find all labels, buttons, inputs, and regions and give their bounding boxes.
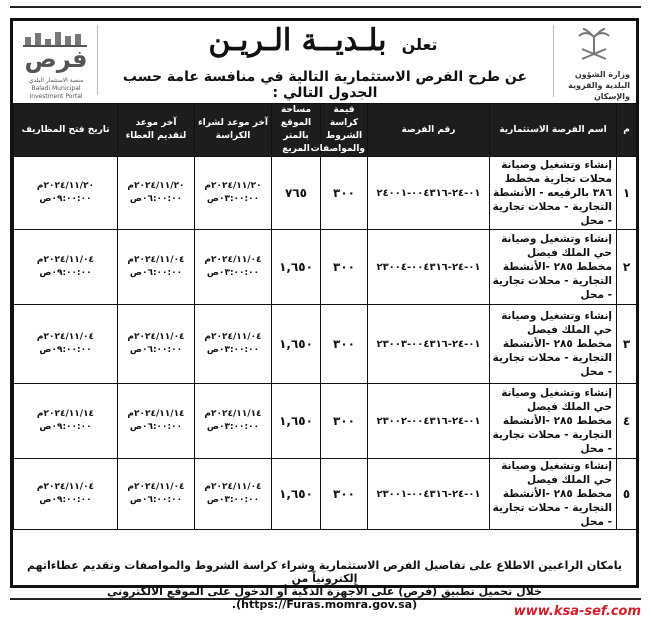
header-num: م [617,104,637,157]
subtitle: عن طرح الفرص الاستثمارية التالية في منافسة عامة حسب الجدول التالي : [122,69,528,101]
ad-header [13,21,636,101]
row-price: ٣٠٠ [321,305,368,384]
row-area: ١,٦٥٠ [272,459,321,530]
row-price: ٣٠٠ [321,459,368,530]
row-ref: ٠١-٢٤-٠٠٤٣١٦-٢٣٠٠٣ [368,305,490,384]
ministry-name: وزارة الشؤون البلدية والقروية والإسكان [568,70,630,101]
row-open: ٢٠٢٤/١١/٢٠م ٠٩:٠٠:٠٠ص [14,157,118,230]
footer-line-1: يامكان الراغبين الاطلاع على تفاصيل الفرص الاستثمارية وشراء كراسة الشروط والمواصفات وتقديم عطاءاتهم إلكترونياً من [26,559,622,585]
website-watermark: www.ksa-sef.com [513,604,641,619]
title-row [103,23,543,63]
palm-emblem-icon [574,27,614,63]
row-num: ٢ [617,230,637,305]
row-area: ١,٦٥٠ [272,305,321,384]
municipality-name: بلـديــة الـريـن [208,23,387,58]
row-buy: ٢٠٢٤/١١/٠٤م ٠٣:٠٠:٠٠ص [195,230,272,305]
bottom-rule [10,598,641,600]
row-name: إنشاء وتشغيل وصيانة حي الملك فيصل مخطط ٢٨٥ -الأنشطة التجارية - محلات تجارية - محل [490,230,617,305]
row-area: ١,٦٥٠ [272,230,321,305]
advertisement-frame [10,18,639,611]
row-submit: ٢٠٢٤/١١/٠٤م ٠٦:٠٠:٠٠ص [118,230,195,305]
row-name: إنشاء وتشغيل وصيانة محلات تجارية مخطط ٣٨٦ بالرفيعه - الأنشطة التجارية - محلات تجارية - محل [490,157,617,230]
furas-logo [17,25,98,100]
table-row [14,305,637,384]
row-open: ٢٠٢٤/١١/١٤م ٠٩:٠٠:٠٠ص [14,384,118,459]
row-open: ٢٠٢٤/١١/٠٤م ٠٩:٠٠:٠٠ص [14,459,118,530]
header-price: قيمة كراسة الشروط والمواصفات [321,104,368,157]
header-open: تاريخ فتح المظاريف [14,104,118,157]
row-submit: ٢٠٢٤/١١/٢٠م ٠٦:٠٠:٠٠ص [118,157,195,230]
row-buy: ٢٠٢٤/١١/١٤م ٠٣:٠٠:٠٠ص [195,384,272,459]
row-price: ٣٠٠ [321,230,368,305]
row-buy: ٢٠٢٤/١١/٠٤م ٠٣:٠٠:٠٠ص [195,459,272,530]
table-row [14,384,637,459]
row-ref: ٠١-٢٤-٠٠٤٣١٦-٢٣٠٠٤ [368,230,490,305]
footer-note [13,559,636,611]
row-price: ٣٠٠ [321,384,368,459]
ministry-logo [553,25,632,101]
row-buy: ٢٠٢٤/١١/٠٤م ٠٣:٠٠:٠٠ص [195,305,272,384]
row-name: إنشاء وتشغيل وصيانة حي الملك فيصل مخطط ٢٨٥ -الأنشطة التجارية - محلات تجارية - محل [490,384,617,459]
header-ref: رقم الفرصة [368,104,490,157]
row-num: ٤ [617,384,637,459]
row-num: ١ [617,157,637,230]
row-name: إنشاء وتشغيل وصيانة حي الملك فيصل مخطط ٢٨٥ -الأنشطة التجارية - محلات تجارية - محل [490,305,617,384]
table-row [14,230,637,305]
row-submit: ٢٠٢٤/١١/٠٤م ٠٦:٠٠:٠٠ص [118,459,195,530]
announce-text: تعلن [401,35,438,54]
table-row [14,157,637,230]
footer-line-2: خلال تحميل تطبيق (فرص) على الأجهزة الذكية أو الدخول على الموقع الالكتروني (https://Furas.momra.gov.sa). [107,585,542,611]
opportunities-table [13,103,637,530]
furas-brand: فرص [24,45,88,73]
row-area: ٧٦٥ [272,157,321,230]
row-submit: ٢٠٢٤/١١/١٤م ٠٦:٠٠:٠٠ص [118,384,195,459]
row-submit: ٢٠٢٤/١١/٠٤م ٠٦:٠٠:٠٠ص [118,305,195,384]
header-buy: آخر موعد لشراء الكراسة [195,104,272,157]
header-submit: آخر موعد لتقديم العطاء [118,104,195,157]
row-ref: ٠١-٢٤-٠٠٤٣١٦-٢٤٠٠١ [368,157,490,230]
row-ref: ٠١-٢٤-٠٠٤٣١٦-٢٣٠٠٢ [368,384,490,459]
row-area: ١,٦٥٠ [272,384,321,459]
furas-tagline: منصة الاستثمار البلدي Baladi Municipal Investment Portal [28,77,84,100]
table-header-row [14,104,637,157]
row-name: إنشاء وتشغيل وصيانة حي الملك فيصل مخطط ٢٨٥ -الأنشطة التجارية - محلات تجارية - محل [490,459,617,530]
header-name: اسم الفرصة الاستثمارية [490,104,617,157]
top-rule [10,6,641,8]
row-ref: ٠١-٢٤-٠٠٤٣١٦-٢٣٠٠١ [368,459,490,530]
table-row [14,459,637,530]
row-num: ٣ [617,305,637,384]
header-area: مساحة الموقع بالمتر المربع [272,104,321,157]
row-buy: ٢٠٢٤/١١/٢٠م ٠٣:٠٠:٠٠ص [195,157,272,230]
row-open: ٢٠٢٤/١١/٠٤م ٠٩:٠٠:٠٠ص [14,305,118,384]
row-open: ٢٠٢٤/١١/٠٤م ٠٩:٠٠:٠٠ص [14,230,118,305]
row-price: ٣٠٠ [321,157,368,230]
row-num: ٥ [617,459,637,530]
